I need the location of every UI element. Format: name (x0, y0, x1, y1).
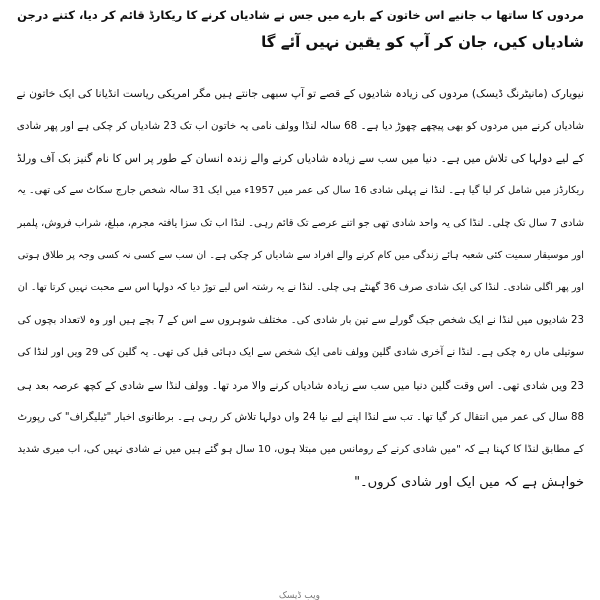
body-line: 88 سال کی عمر میں انتقال کر گیا تھا۔ تب سے لنڈا اپنے لیے نیا 24 واں دولہا تلاش کر رہی ہے۔ برطانوی اخبار "ٹیلیگراف" کی رپورٹ (17, 411, 584, 423)
body-line: شادی 7 سال تک چلی۔ لنڈا کی یہ واحد شادی تھی جو اتنے عرصے تک قائم رہی۔ لنڈا اب تک سزا یافتہ مجرم، مبلغ، شراب فروش، پلمبر (17, 217, 584, 229)
body-line: سوتیلی ماں رہ چکی ہے۔ لنڈا نے آخری شادی گلین وولف نامی ایک شخص سے ایک دہائی قبل کی تھی۔ یہ گلین کی 29 ویں اور لنڈا کی (17, 347, 584, 359)
body-line: نیویارک (مانیٹرنگ ڈیسک) مردوں کی زیادہ شادیوں کے قصے تو آپ سبھی جانتے ہیں مگر امریکی ریاست انڈیانا کی ایک خاتون نے (16, 87, 584, 100)
body-line: 23 شادیوں میں لنڈا نے ایک شخص جیک گورلے سے تین بار شادی کی۔ مختلف شوہروں سے اس کے 7 بچے ہیں اور وہ لاتعداد بچوں کی (17, 314, 584, 326)
body-line: شادیاں کرنے میں مردوں کو بھی پیچھے چھوڑ دیا ہے۔ 68 سالہ لنڈا وولف نامی یہ خاتون اب تک 23 شادیاں کر چکی ہے اور پھر شادی (16, 120, 584, 133)
news-article (14, 2, 584, 499)
headline-line: مردوں کا ساتھا ب جانیے اس خاتون کے بارے میں جس نے شادیاں کرنے کا ریکارڈ قائم کر دیا، کتنے درجن (17, 8, 584, 22)
body-line: کے مطابق لنڈا کا کہنا ہے کہ "میں شادی کرنے کے رومانس میں مبتلا ہوں، 10 سال ہو گئے ہیں میں نے شادی نہیں کی، اب میری شدید (17, 444, 584, 456)
body-line: ریکارڈز میں شامل کر لیا گیا ہے۔ لنڈا نے پہلی شادی 16 سال کی عمر میں 1957ء میں ایک 31 سالہ شخص جارج سکاٹ سے کی تھی۔ یہ (17, 185, 584, 197)
body-line: کے لیے دولہا کی تلاش میں ہے۔ دنیا میں سب سے زیادہ شادیاں کرنے والے زندہ انسان کے طور پر اس کا نام گنیز بک آف ورلڈ (16, 151, 584, 165)
body-line: اور موسیقار سمیت کئی شعبہ ہائے زندگی میں کام کرنے والے افراد سے شادیاں کر چکی ہے۔ ان سب سے کسی نہ کسی وجہ پر طلاق ہوتی (17, 249, 584, 261)
article-headline (14, 2, 584, 56)
body-line: اور پھر اگلی شادی۔ لنڈا کی ایک شادی صرف 36 گھنٹے ہی چلی۔ لنڈا نے یہ رشتہ اس لیے توڑ دیا کہ دولہا اس سے محبت نہیں کرتا تھا۔ ان (17, 282, 584, 294)
headline-line: شادیاں کیں، جان کر آپ کو یقین نہیں آئے گا (261, 33, 584, 51)
paragraph-gap (14, 56, 584, 78)
footer-credit: ویب ڈیسک (278, 591, 320, 600)
body-line: 23 ویں شادی تھی۔ اس وقت گلین دنیا میں سب سے زیادہ شادیاں کرنے والا مرد تھا۔ وولف لنڈا سے شادی کے کچھ عرصہ بعد ہی (17, 379, 584, 392)
body-line: خواہش ہے کہ میں ایک اور شادی کروں۔" (354, 474, 584, 490)
article-body (14, 78, 584, 499)
